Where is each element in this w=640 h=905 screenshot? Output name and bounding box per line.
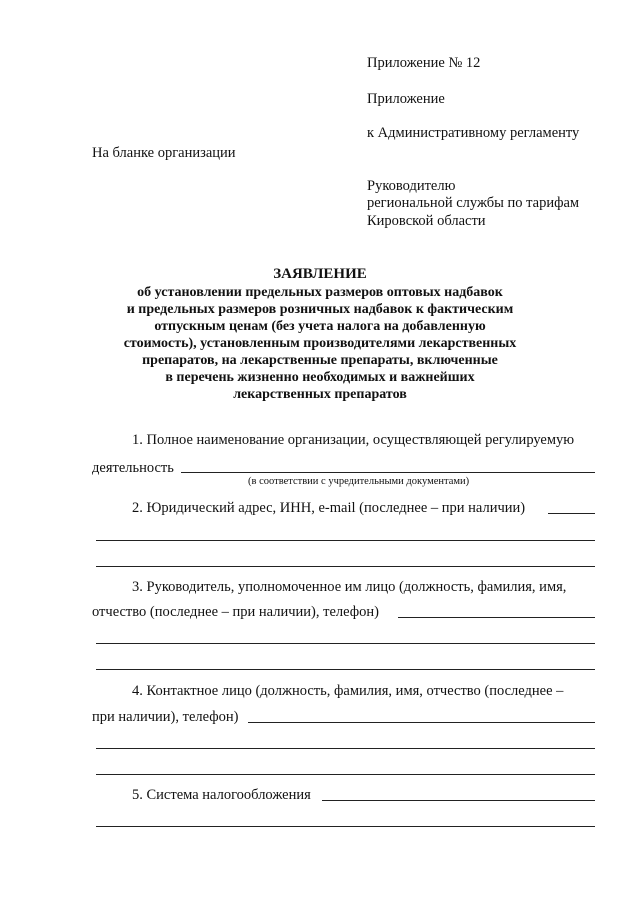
addressee-line-3: Кировской области [367, 213, 486, 229]
title-line-1: об установлении предельных размеров оптовых надбавок [137, 285, 503, 300]
item-2-field-inline[interactable] [548, 513, 595, 514]
item-2-field-line-1[interactable] [96, 540, 595, 541]
item-3-field-inline[interactable] [398, 617, 595, 618]
item-5-field-inline[interactable] [322, 800, 595, 801]
letterhead-note: На бланке организации [92, 145, 236, 161]
item-3-label-cont: отчество (последнее – при наличии), телефон) [92, 604, 379, 620]
item-1-field[interactable] [181, 472, 595, 473]
title-line-5: препаратов, на лекарственные препараты, включенные [142, 353, 498, 368]
item-5-label: 5. Система налогообложения [132, 787, 311, 803]
item-4-field-line-2[interactable] [96, 774, 595, 775]
title-line-2: и предельных размеров розничных надбавок к фактическим [126, 302, 514, 317]
title-line-7: лекарственных препаратов [233, 387, 407, 402]
item-1-label: 1. Полное наименование организации, осуществляющей регулируемую [132, 432, 575, 448]
title-line-4: стоимость), установленным производителями лекарственных [123, 336, 517, 351]
item-3-label: 3. Руководитель, уполномоченное им лицо (должность, фамилия, имя, [132, 579, 567, 595]
item-3-field-line-1[interactable] [96, 643, 595, 644]
item-1-label-cont: деятельность [92, 460, 174, 476]
title-line-6: в перечень жизненно необходимых и важнейших [165, 370, 475, 385]
title-line-3: отпускным ценам (без учета налога на добавленную [154, 319, 486, 334]
item-5-field-line-1[interactable] [96, 826, 595, 827]
appendix-number: Приложение № 12 [367, 55, 481, 71]
item-3-field-line-2[interactable] [96, 669, 595, 670]
document-title: ЗАЯВЛЕНИЕ [273, 266, 367, 282]
item-4-field-line-1[interactable] [96, 748, 595, 749]
item-4-label: 4. Контактное лицо (должность, фамилия, имя, отчество (последнее – [132, 683, 564, 699]
item-2-label: 2. Юридический адрес, ИНН, e-mail (последнее – при наличии) [132, 500, 526, 516]
item-4-label-cont: при наличии), телефон) [92, 709, 239, 725]
appendix-label: Приложение [367, 91, 445, 107]
addressee-line-2: региональной службы по тарифам [367, 195, 580, 211]
addressee-line-1: Руководителю [367, 178, 456, 194]
regulation-reference: к Административному регламенту [367, 125, 580, 141]
item-4-field-inline[interactable] [248, 722, 595, 723]
item-2-field-line-2[interactable] [96, 566, 595, 567]
item-1-note: (в соответствии с учредительными документами) [248, 476, 470, 487]
